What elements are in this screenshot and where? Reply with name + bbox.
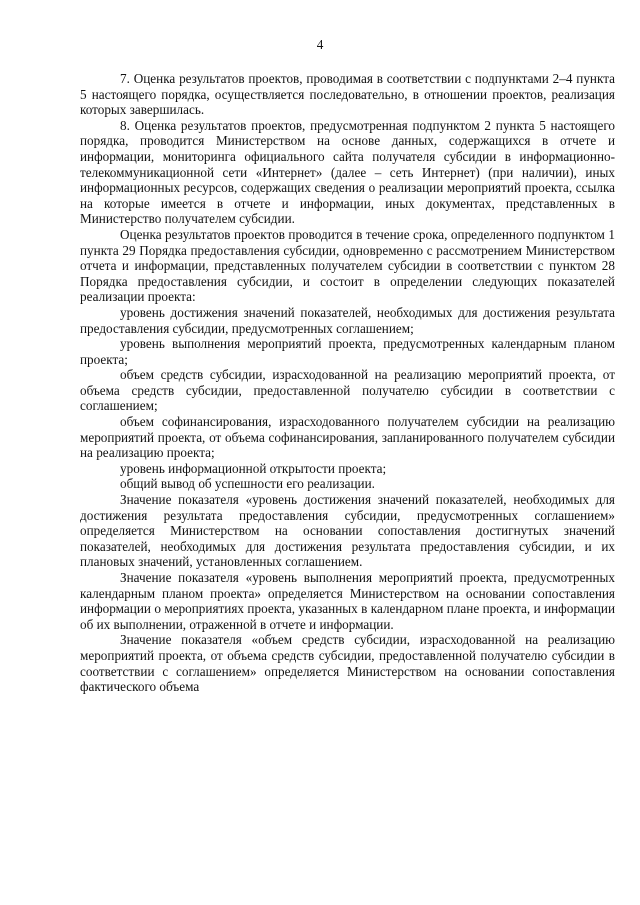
indicator-item: уровень информационной открытости проекта; bbox=[120, 460, 387, 476]
paragraph-7: 7. Оценка результатов проектов, проводимая в соответствии с подпунктами 2–4 пункта 5 настоящего порядка, осуществляется последовательно, в отношении проектов, реализация которых завершилась. bbox=[80, 71, 615, 118]
indicator-item: уровень выполнения мероприятий проекта, предусмотренных календарным планом проекта; bbox=[80, 336, 615, 367]
indicator-definition-paragraph: Значение показателя «уровень выполнения мероприятий проекта, предусмотренных календарным планом проекта» определяется Министерством на основании сопоставления информации о мероприятиях проекта, указанных в календарном плане проекта, и информации об их выполнении, отраженной в отчете и информации. bbox=[80, 570, 615, 632]
document-body bbox=[80, 71, 615, 695]
indicator-definition-paragraph: Значение показателя «объем средств субсидии, израсходованной на реализацию мероприятий проекта, от объема средств субсидии, предоставленной получателю субсидии в соответствии с соглашением» определяется Министерством на основании сопоставления фактического объема bbox=[80, 632, 615, 695]
paragraph-evaluation-term: Оценка результатов проектов проводится в течение срока, определенного подпунктом 1 пункта 29 Порядка предоставления субсидии, одновременно с рассмотрением Министерством отчета и информации, представленных получателем субсидии в соответствии с пунктом 28 Порядка предоставления субсидии, и состоит в определении следующих показателей реализации проекта: bbox=[80, 226, 615, 305]
indicator-item: уровень достижения значений показателей, необходимых для достижения результата предоставления субсидии, предусмотренных соглашением; bbox=[80, 304, 615, 336]
indicator-item: объем софинансирования, израсходованного получателем субсидии на реализацию мероприятий проекта, от объема софинансирования, запланированного получателем субсидии на реализацию проекта; bbox=[80, 414, 615, 461]
indicator-item: объем средств субсидии, израсходованной на реализацию мероприятий проекта, от объема средств субсидии, предоставленной получателю субсидии в соответствии с соглашением; bbox=[80, 367, 615, 414]
page-number: 4 bbox=[316, 37, 324, 52]
indicator-definition-paragraph: Значение показателя «уровень достижения значений показателей, необходимых для достижения результата предоставления субсидии, предусмотренных соглашением» определяется Министерством на основании сопоставления достигнутых значений показателей, необходимых для достижения результата предоставления субсидии, и их плановых значений, установленных соглашением. bbox=[80, 492, 615, 570]
indicator-item: общий вывод об успешности его реализации. bbox=[120, 476, 375, 492]
paragraph-8: 8. Оценка результатов проектов, предусмотренная подпунктом 2 пункта 5 настоящего порядка, проводится Министерством на основе данных, содержащихся в отчете и информации, мониторинга официального сайта получателя субсидии в информационно-телекоммуникационной сети «Интернет» (далее – сеть Интернет) (при наличии), иных информационных ресурсов, содержащих сведения о реализации мероприятий проекта, ссылка на которые имеется в отчете и информации, иных документах, представленных в Министерство получателем субсидии. bbox=[80, 117, 615, 227]
